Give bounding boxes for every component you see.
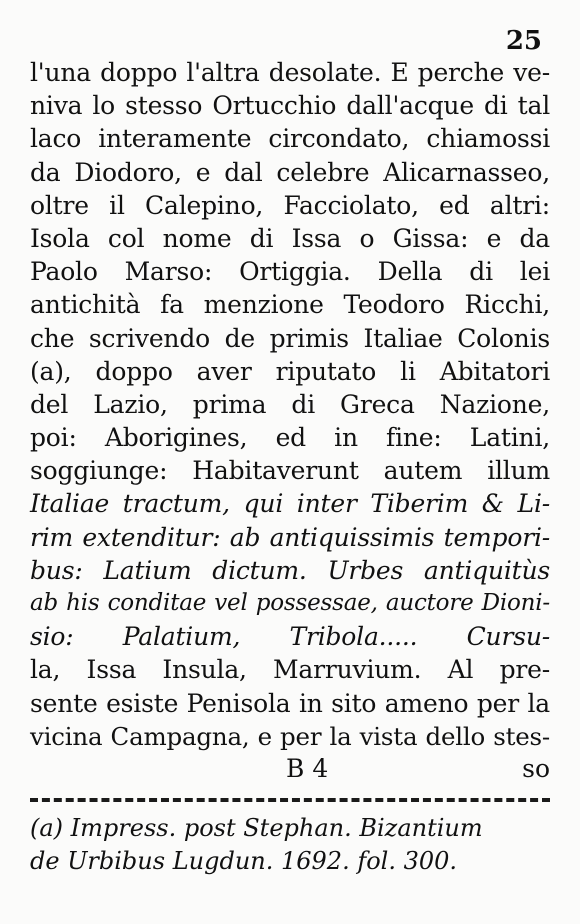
body-text — [30, 56, 550, 753]
text-line-6: Isola col nome di Issa o Gissa: e da — [30, 223, 550, 253]
text-line-20: sente esiste Penisola in sito ameno per la — [30, 688, 550, 718]
text-line-4: da Diodoro, e dal celebre Alicarnasseo, — [30, 157, 550, 187]
catchword: so — [522, 754, 550, 783]
text-line-15: rim extenditur: ab antiquissimis tempori- — [30, 522, 550, 552]
text-line-10: (a), doppo aver riputato li Abitatori — [30, 356, 550, 386]
text-line-5: oltre il Calepino, Facciolato, ed altri: — [30, 190, 550, 220]
text-line-18: sio: Palatium, Tribola..... Cursu- — [30, 622, 550, 652]
signature-mark: B 4 — [286, 754, 329, 783]
page-number: 25 — [505, 26, 542, 56]
text-line-1: l'una doppo l'altra desolate. E perche ve- — [30, 58, 550, 87]
text-line-16: bus: Latium dictum. Urbes antiquitùs — [30, 555, 550, 585]
text-line-7: Paolo Marso: Ortiggia. Della di lei — [30, 257, 550, 287]
page-footer — [30, 754, 550, 790]
footnote-divider — [30, 798, 550, 802]
text-line-14: Italiae tractum, qui inter Tiberim & Li- — [30, 489, 550, 519]
text-line-17: ab his conditae vel possessae, auctore Dioni- — [30, 590, 550, 616]
text-line-11: del Lazio, prima di Greca Nazione, — [30, 389, 550, 419]
text-line-9: che scrivendo de primis Italiae Colonis — [30, 323, 550, 353]
text-line-3: laco interamente circondato, chiamossi — [30, 124, 550, 154]
text-line-21: vicina Campagna, e per la vista dello stes- — [30, 721, 550, 751]
text-line-8: antichità fa menzione Teodoro Ricchi, — [30, 290, 550, 320]
footnote-line-1: (a) Impress. post Stephan. Bizantium — [30, 814, 483, 842]
text-line-13: soggiunge: Habitaverunt autem illum — [30, 456, 550, 486]
text-line-12: poi: Aborigines, ed in fine: Latini, — [30, 423, 550, 453]
footnote — [30, 812, 550, 878]
footnote-line-2: de Urbibus Lugdun. 1692. fol. 300. — [30, 847, 458, 875]
text-line-2: niva lo stesso Ortucchio dall'acque di tal — [30, 91, 550, 121]
text-line-19: la, Issa Insula, Marruvium. Al pre- — [30, 655, 550, 685]
